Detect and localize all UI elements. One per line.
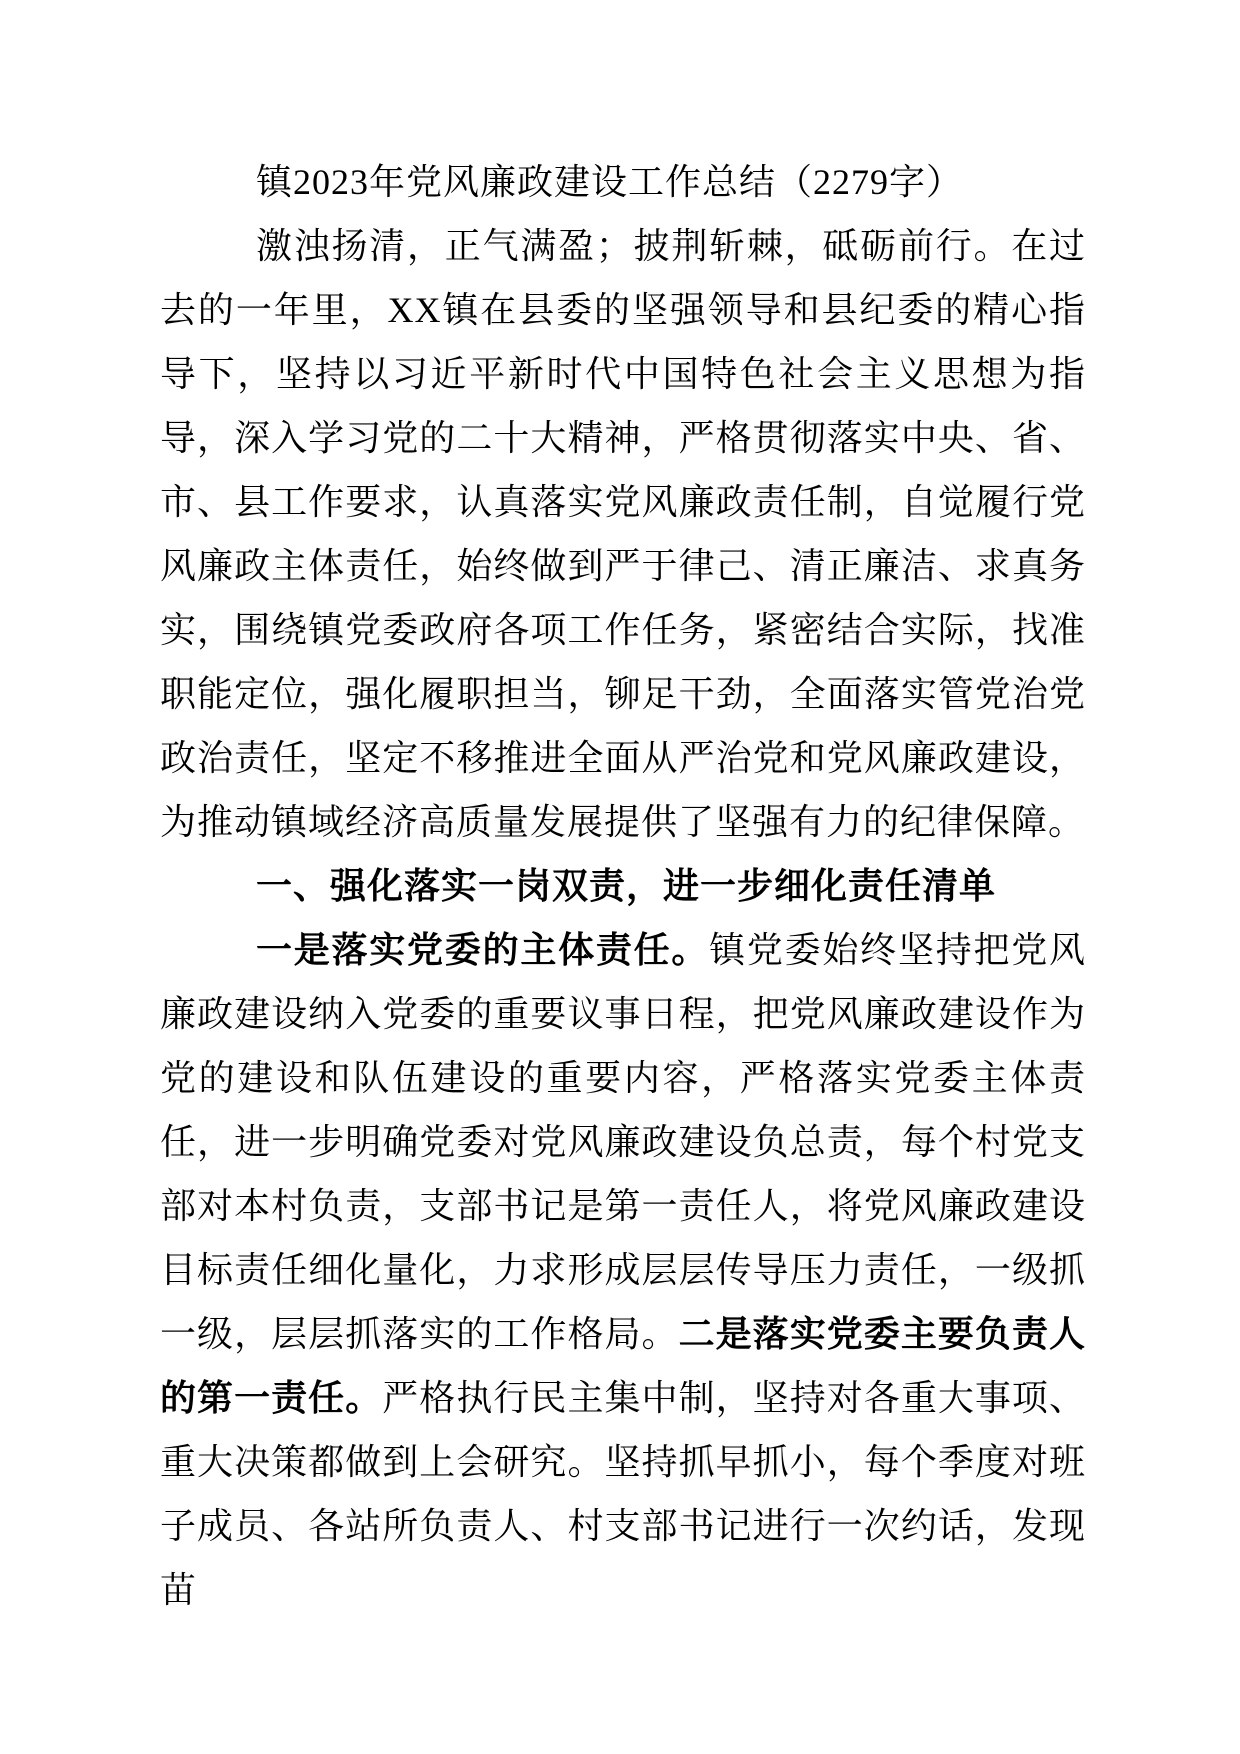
text-run: 镇2023年党风廉政建设工作总结（2279字） (256, 162, 964, 202)
bold-text-run: 一、强化落实一岗双责，进一步细化责任清单 (256, 866, 997, 906)
bold-text-run: 一是落实党委的主体责任。 (256, 930, 710, 970)
text-run: 镇党委始终坚持把党风廉政建设纳入党委的重要议事日程，把党风廉政建设作为党的建设和队伍建设的重要内容，严格落实党委主体责任，进一步明确党委对党风廉政建设负总责，每个村党支部对本村负责，支部书记是第一责任人，将党风廉政建设目标责任细化量化，力求形成层层传导压力责任，一级抓一级，层层抓落实的工作格局。 (160, 930, 1086, 1354)
document-title (160, 150, 1086, 214)
section-1-paragraph (160, 918, 1086, 1622)
text-run: 严格执行民主集中制，坚持对各重大事项、重大决策都做到上会研究。坚持抓早抓小，每个季度对班子成员、各站所负责人、村支部书记进行一次约话，发现苗 (160, 1378, 1086, 1610)
section-1-heading (160, 854, 1086, 918)
text-run: 激浊扬清，正气满盈；披荆斩棘，砥砺前行。在过去的一年里，XX镇在县委的坚强领导和县纪委的精心指导下，坚持以习近平新时代中国特色社会主义思想为指导，深入学习党的二十大精神，严格贯彻落实中央、省、市、县工作要求，认真落实党风廉政责任制，自觉履行党风廉政主体责任，始终做到严于律己、清正廉洁、求真务实，围绕镇党委政府各项工作任务，紧密结合实际，找准职能定位，强化履职担当，铆足干劲，全面落实管党治党政治责任，坚定不移推进全面从严治党和党风廉政建设，为推动镇域经济高质量发展提供了坚强有力的纪律保障。 (160, 226, 1086, 842)
intro-paragraph (160, 214, 1086, 854)
bold-text-run: 二是落实党委主要负责人的第一责任。 (160, 1314, 1086, 1418)
document-body (160, 150, 1086, 1622)
